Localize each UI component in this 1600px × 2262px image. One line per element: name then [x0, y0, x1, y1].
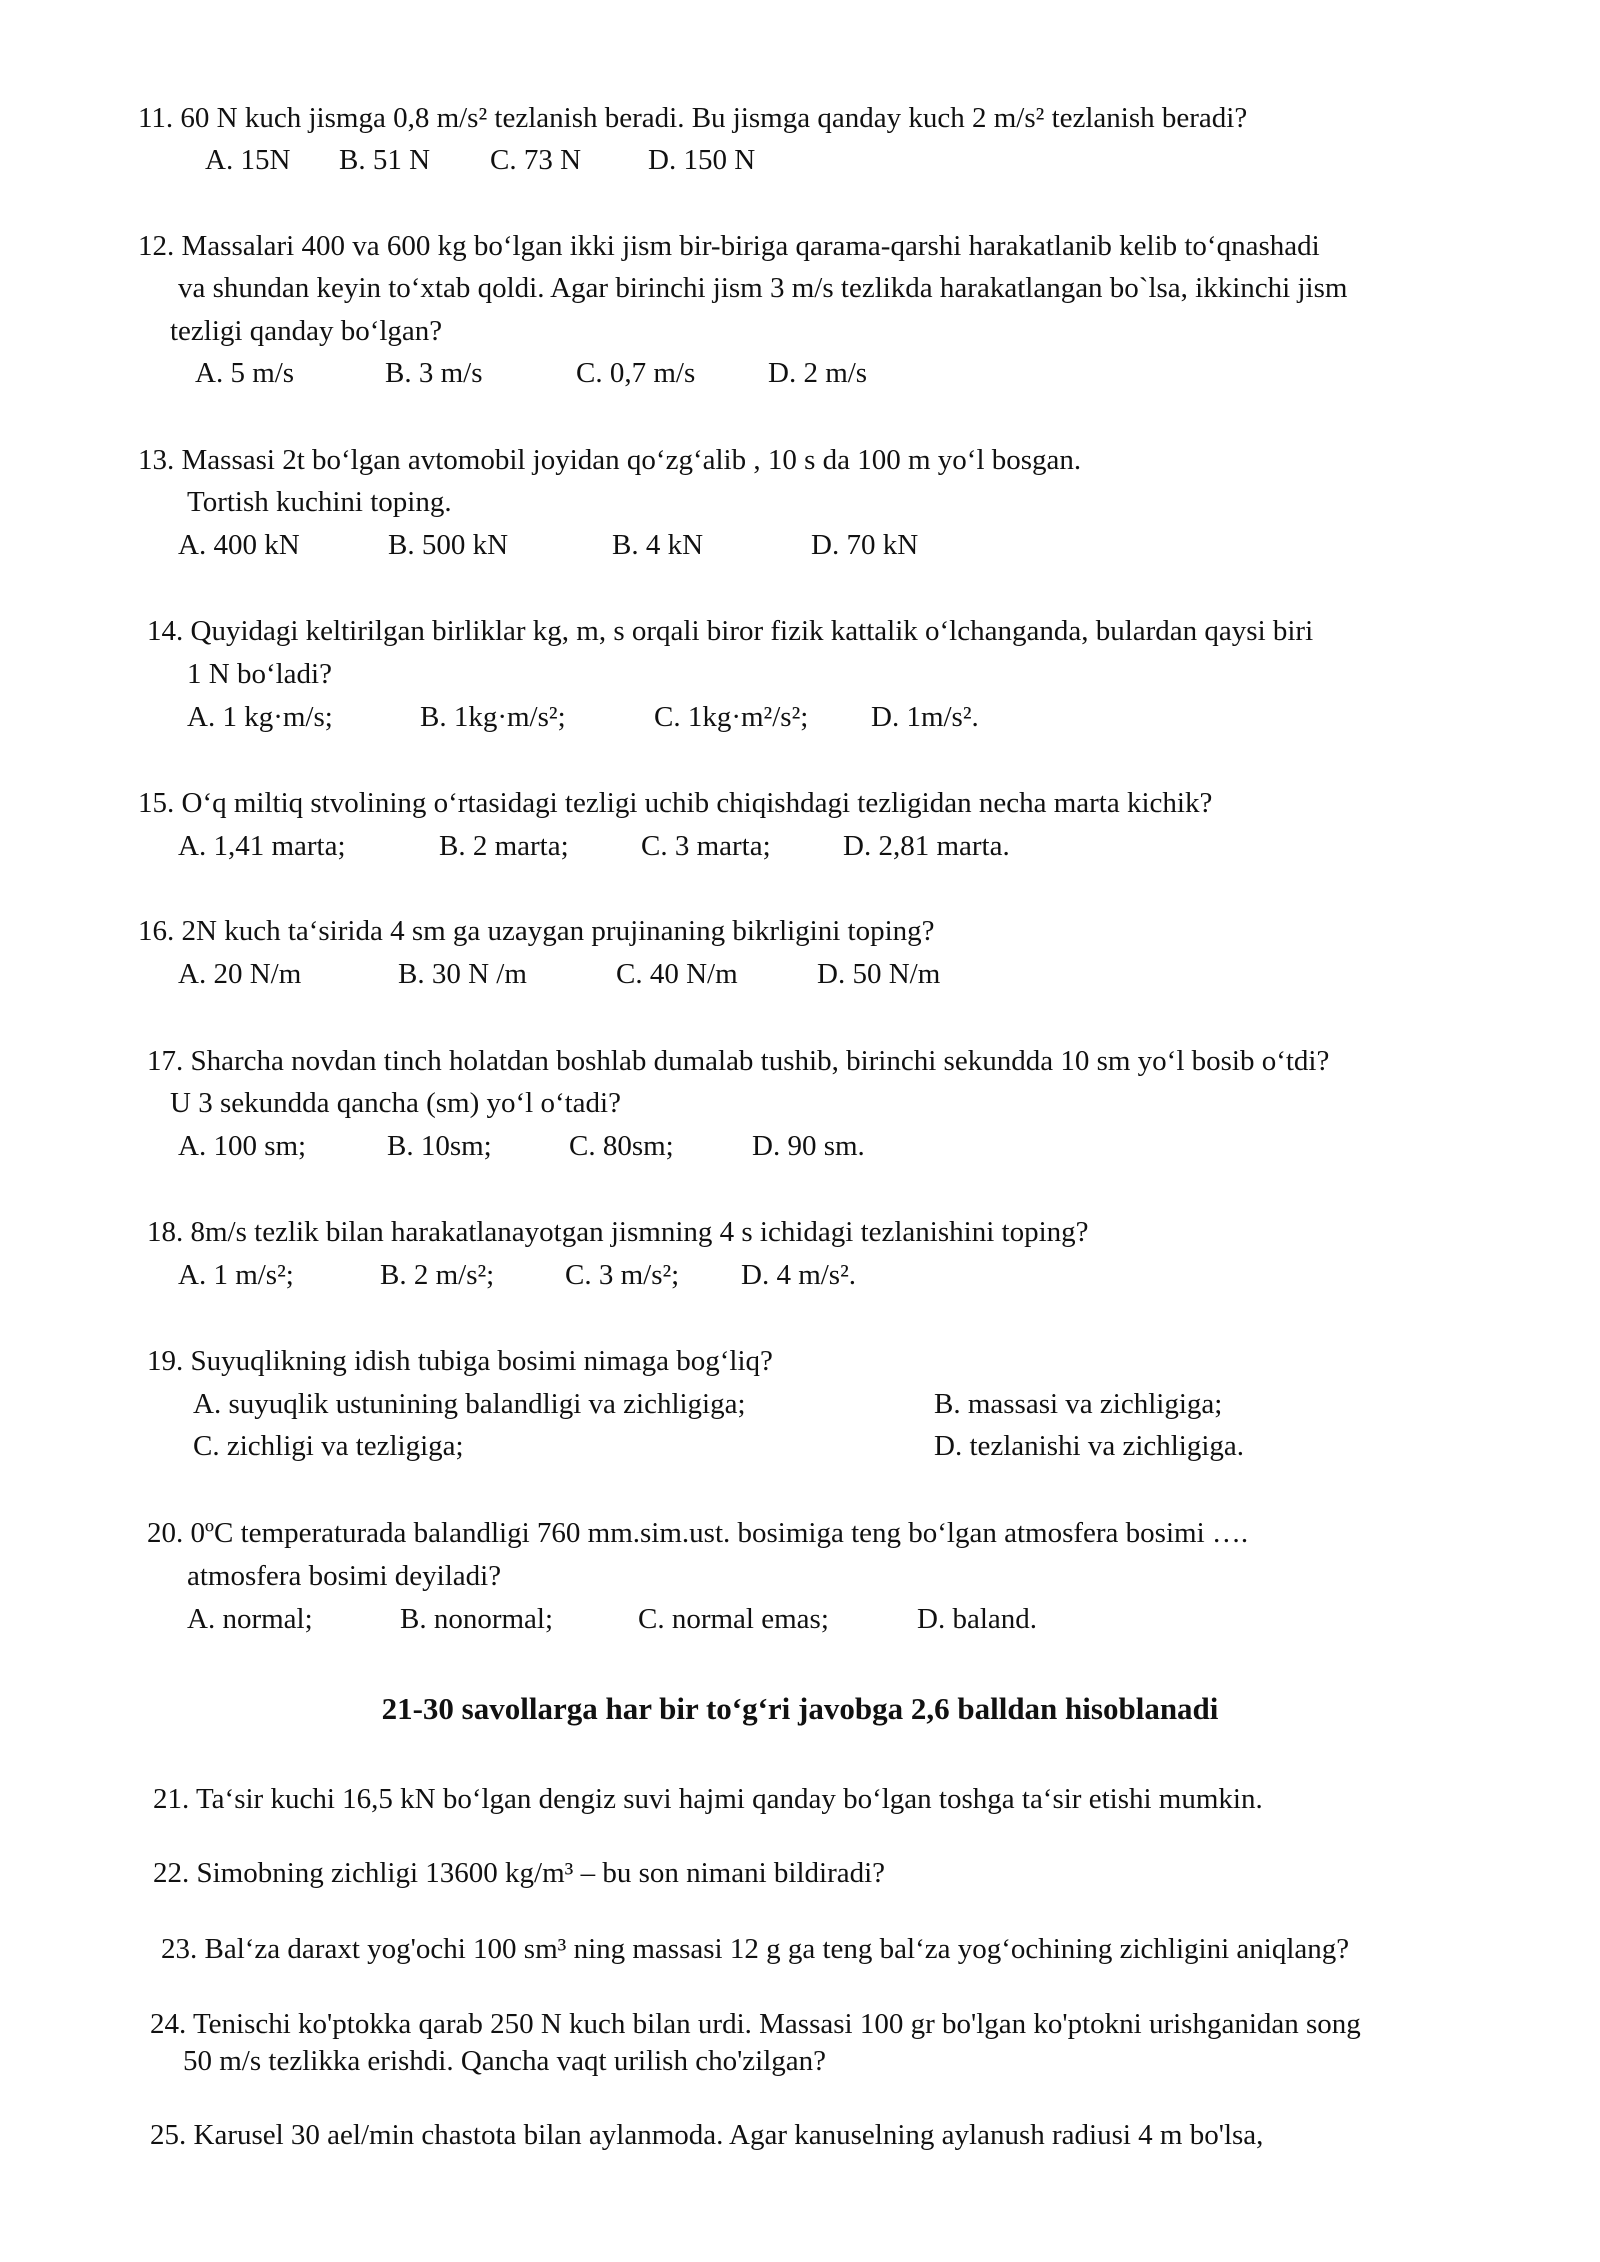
question-17-text-line-1: 17. Sharcha novdan tinch holatdan boshlab dumalab tushib, birinchi sekundda 10 sm yo‘l bosib o‘tdi? [147, 1045, 1330, 1077]
question-13-option-c: B. 4 kN [612, 529, 704, 561]
question-13-option-b: B. 500 kN [388, 529, 509, 561]
question-21-text: 21. Ta‘sir kuchi 16,5 kN bo‘lgan dengiz suvi hajmi qanday bo‘lgan toshga ta‘sir etishi mumkin. [153, 1783, 1263, 1815]
section-heading: 21-30 savollarga har bir to‘g‘ri javobga 2,6 balldan hisoblanadi [381, 1691, 1219, 1726]
question-15-option-a: A. 1,41 marta; [178, 830, 346, 862]
question-11-option-b: B. 51 N [339, 144, 431, 176]
question-12-option-b: B. 3 m/s [385, 357, 483, 389]
question-14-option-b: B. 1kg·m/s²; [420, 701, 566, 733]
question-18-text: 18. 8m/s tezlik bilan harakatlanayotgan jismning 4 s ichidagi tezlanishini toping? [147, 1216, 1089, 1248]
question-12-text-line-3: tezligi qanday bo‘lgan? [170, 315, 443, 347]
question-22-text: 22. Simobning zichligi 13600 kg/m³ – bu son nimani bildiradi? [153, 1857, 886, 1889]
question-14-option-d: D. 1m/s². [871, 701, 979, 733]
question-13-text-line-1: 13. Massasi 2t bo‘lgan avtomobil joyidan qo‘zg‘alib , 10 s da 100 m yo‘l bosgan. [138, 444, 1082, 476]
question-13-option-a: A. 400 kN [178, 529, 300, 561]
question-20-option-b: B. nonormal; [400, 1603, 554, 1635]
question-18-option-a: A. 1 m/s²; [178, 1259, 294, 1291]
question-15-option-c: C. 3 marta; [641, 830, 771, 862]
question-18-option-c: C. 3 m/s²; [565, 1259, 680, 1291]
question-16-text: 16. 2N kuch ta‘sirida 4 sm ga uzaygan prujinaning bikrligini toping? [138, 915, 935, 947]
question-12-text-line-1: 12. Massalari 400 va 600 kg bo‘lgan ikki jism bir-biriga qarama-qarshi harakatlanib kelib to‘qnashadi [138, 230, 1320, 262]
question-18-option-b: B. 2 m/s²; [380, 1259, 495, 1291]
question-20-option-d: D. baland. [917, 1603, 1037, 1635]
question-16-option-a: A. 20 N/m [178, 958, 302, 990]
question-15-option-d: D. 2,81 marta. [843, 830, 1010, 862]
question-19-option-b: B. massasi va zichligiga; [934, 1388, 1223, 1420]
question-17-option-a: A. 100 sm; [178, 1130, 307, 1162]
question-14-option-c: C. 1kg·m²/s²; [654, 701, 809, 733]
question-15-option-b: B. 2 marta; [439, 830, 569, 862]
question-17-option-d: D. 90 sm. [752, 1130, 865, 1162]
question-12-option-d: D. 2 m/s [768, 357, 868, 389]
question-17-option-c: C. 80sm; [569, 1130, 674, 1162]
question-17-option-b: B. 10sm; [387, 1130, 492, 1162]
question-20-text-line-1: 20. 0ºC temperaturada balandligi 760 mm.sim.ust. bosimiga teng bo‘lgan atmosfera bosimi …. [147, 1517, 1249, 1549]
question-16-option-c: C. 40 N/m [616, 958, 738, 990]
question-16-option-b: B. 30 N /m [398, 958, 527, 990]
question-20-option-a: A. normal; [187, 1603, 313, 1635]
question-19-option-c: C. zichligi va tezligiga; [193, 1430, 464, 1462]
question-19-text: 19. Suyuqlikning idish tubiga bosimi nimaga bog‘liq? [147, 1345, 773, 1377]
question-19-option-d: D. tezlanishi va zichligiga. [934, 1430, 1245, 1462]
question-13-option-d: D. 70 kN [811, 529, 919, 561]
question-13-text-line-2: Tortish kuchini toping. [187, 486, 452, 518]
question-16-option-d: D. 50 N/m [817, 958, 941, 990]
question-19-option-a: A. suyuqlik ustunining balandligi va zichligiga; [193, 1388, 746, 1420]
question-24-text-line-2: 50 m/s tezlikka erishdi. Qancha vaqt urilish cho'zilgan? [183, 2045, 827, 2077]
question-17-text-line-2: U 3 sekundda qancha (sm) yo‘l o‘tadi? [170, 1087, 621, 1119]
question-12-option-a: A. 5 m/s [195, 357, 295, 389]
question-20-option-c: C. normal emas; [638, 1603, 829, 1635]
question-14-text-line-2: 1 N bo‘ladi? [187, 658, 332, 690]
question-15-text: 15. O‘q miltiq stvolining o‘rtasidagi tezligi uchib chiqishdagi tezligidan necha marta kichik? [138, 787, 1213, 819]
question-12-text-line-2: va shundan keyin to‘xtab qoldi. Agar birinchi jism 3 m/s tezlikda harakatlangan bo`lsa, ikkinchi jism [178, 272, 1348, 304]
question-11-option-a: A. 15N [205, 144, 291, 176]
question-18-option-d: D. 4 m/s². [741, 1259, 857, 1291]
question-23-text: 23. Bal‘za daraxt yog'ochi 100 sm³ ning massasi 12 g ga teng bal‘za yog‘ochining zichligini aniqlang? [161, 1933, 1350, 1965]
question-14-option-a: A. 1 kg·m/s; [187, 701, 333, 733]
question-11-option-d: D. 150 N [648, 144, 756, 176]
question-11-text: 11. 60 N kuch jismga 0,8 m/s² tezlanish beradi. Bu jismga qanday kuch 2 m/s² tezlanish beradi? [138, 102, 1248, 134]
question-20-text-line-2: atmosfera bosimi deyiladi? [187, 1560, 502, 1592]
question-25-text: 25. Karusel 30 ael/min chastota bilan aylanmoda. Agar kanuselning aylanush radiusi 4 m bo'lsa, [150, 2119, 1264, 2151]
question-11-option-c: C. 73 N [490, 144, 582, 176]
question-12-option-c: C. 0,7 m/s [576, 357, 696, 389]
question-14-text-line-1: 14. Quyidagi keltirilgan birliklar kg, m, s orqali biror fizik kattalik o‘lchanganda, bulardan qaysi biri [147, 615, 1314, 647]
question-24-text-line-1: 24. Tenischi ko'ptokka qarab 250 N kuch bilan urdi. Massasi 100 gr bo'lgan ko'ptokni urishganidan song [150, 2008, 1361, 2040]
